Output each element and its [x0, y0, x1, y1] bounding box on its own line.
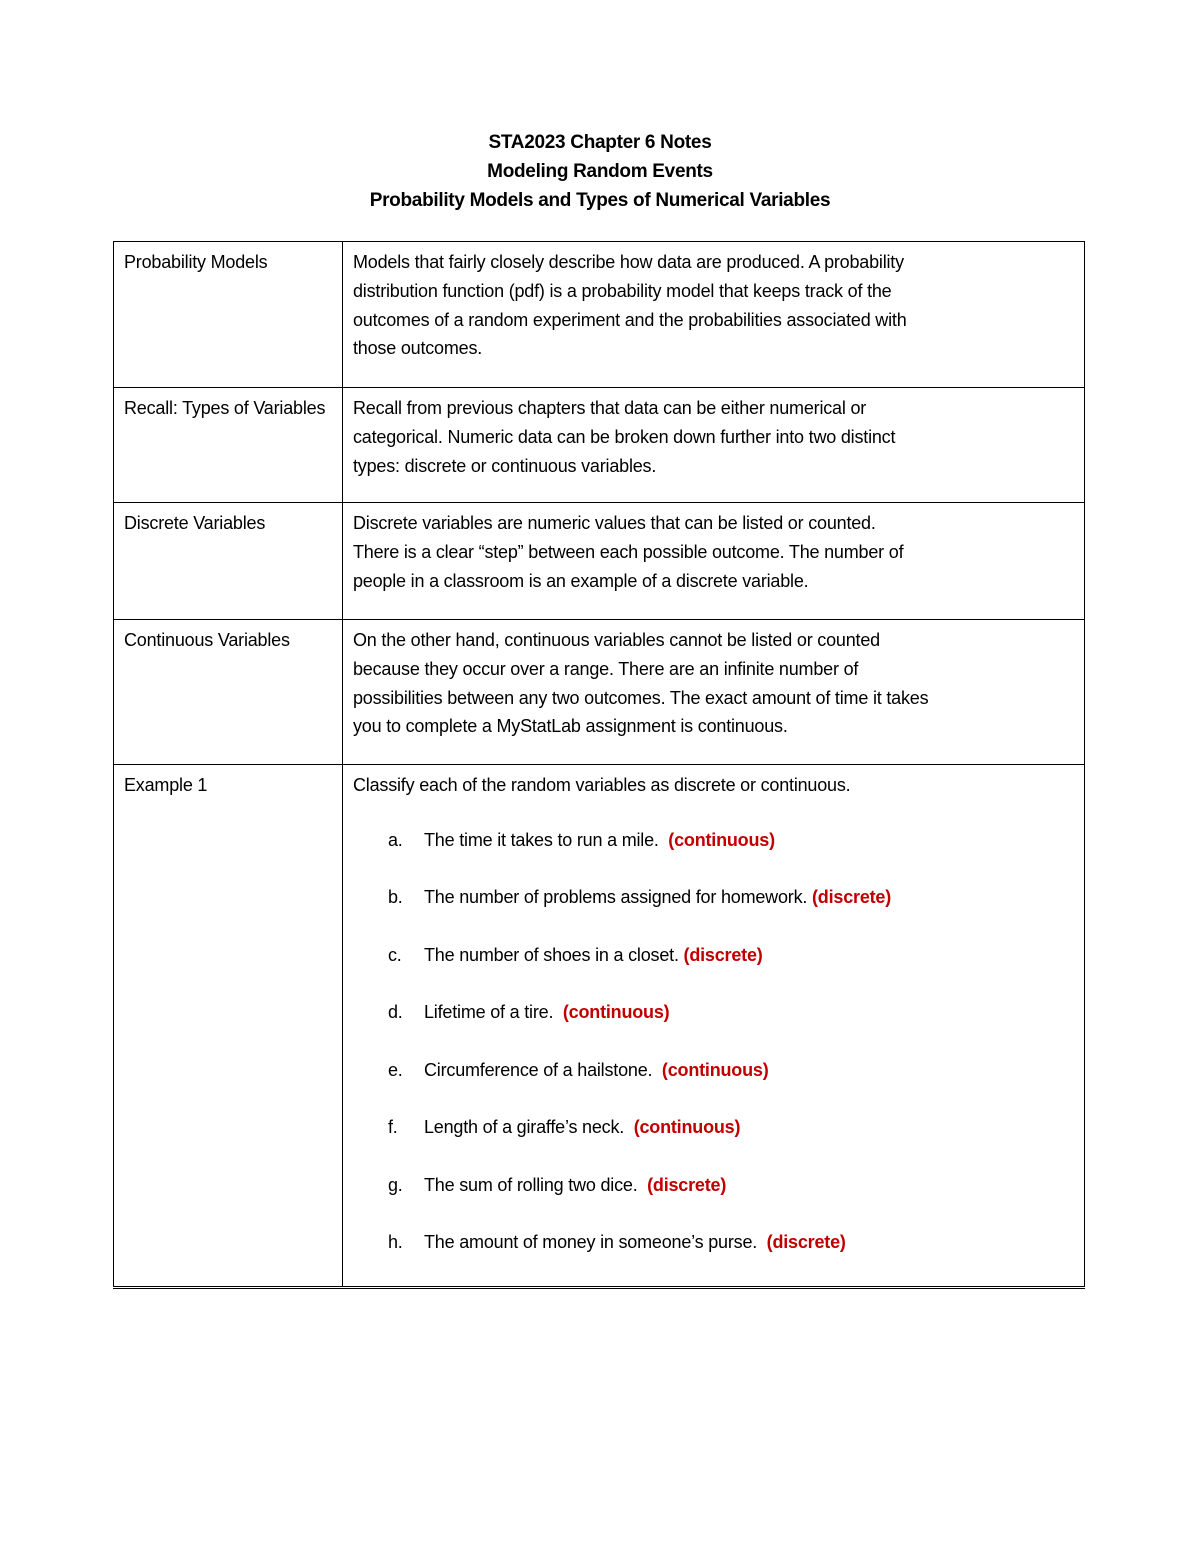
definition-line: There is a clear “step” between each possible outcome. The number of — [353, 541, 904, 562]
answer-label: (discrete) — [647, 1174, 727, 1195]
title-line-topic: Probability Models and Types of Numerical Variables — [369, 190, 831, 211]
document-title — [0, 128, 1200, 215]
list-marker: h. — [388, 1232, 403, 1253]
list-marker: a. — [388, 829, 403, 850]
term-cell — [114, 242, 343, 388]
list-item — [353, 1113, 1074, 1171]
item-text: Lifetime of a tire. — [424, 1002, 563, 1023]
title-line-course: STA2023 Chapter 6 Notes — [488, 132, 712, 153]
item-text: Circumference of a hailstone. — [424, 1059, 662, 1080]
answer-label: (discrete) — [683, 944, 763, 965]
answer-label: (continuous) — [668, 829, 775, 850]
item-text: The number of problems assigned for homework. — [424, 887, 812, 908]
list-item — [353, 998, 1074, 1056]
definition-line: Models that fairly closely describe how data are produced. A probability — [353, 252, 904, 272]
list-marker: d. — [388, 1002, 403, 1023]
term-label: Probability Models — [124, 252, 268, 272]
table-row-discrete-variables — [114, 503, 1085, 620]
definition-cell — [343, 765, 1085, 1288]
title-line-chapter: Modeling Random Events — [487, 161, 713, 182]
definition-line: On the other hand, continuous variables cannot be listed or counted — [353, 630, 880, 650]
definition-cell — [343, 620, 1085, 765]
answer-label: (continuous) — [562, 1002, 670, 1023]
term-cell — [114, 765, 343, 1288]
item-text: The sum of rolling two dice. — [424, 1174, 648, 1195]
term-cell — [114, 388, 343, 503]
table-row-continuous-variables — [114, 620, 1085, 765]
list-marker: b. — [388, 887, 403, 908]
item-text: The number of shoes in a closet. — [424, 944, 684, 965]
term-cell — [114, 620, 343, 765]
list-item — [353, 941, 1074, 999]
definition-line: types: discrete or continuous variables. — [353, 455, 657, 476]
answer-label: (discrete) — [812, 887, 892, 908]
definition-cell — [343, 242, 1085, 388]
list-item — [353, 883, 1074, 941]
definition-line: outcomes of a random experiment and the probabilities associated with — [353, 309, 907, 330]
answer-label: (discrete) — [766, 1232, 846, 1253]
example-prompt: Classify each of the random variables as discrete or continuous. — [353, 775, 851, 795]
list-marker: c. — [388, 944, 402, 965]
item-text: The time it takes to run a mile. — [424, 829, 669, 850]
definition-line: people in a classroom is an example of a discrete variable. — [353, 570, 809, 591]
term-cell — [114, 503, 343, 620]
list-item — [353, 1171, 1074, 1229]
table-row-recall-types — [114, 388, 1085, 503]
item-text: The amount of money in someone’s purse. — [424, 1232, 767, 1253]
definition-line: Recall from previous chapters that data can be either numerical or — [353, 398, 867, 418]
list-item — [353, 1228, 1074, 1286]
item-text: Length of a giraffe’s neck. — [424, 1117, 634, 1138]
definition-line: because they occur over a range. There are an infinite number of — [353, 658, 859, 679]
definition-line: possibilities between any two outcomes. The exact amount of time it takes — [353, 687, 929, 708]
term-label: Discrete Variables — [124, 513, 266, 533]
answer-label: (continuous) — [661, 1059, 769, 1080]
definition-cell — [343, 388, 1085, 503]
list-marker: g. — [388, 1174, 403, 1195]
definition-line: distribution function (pdf) is a probability model that keeps track of the — [353, 280, 892, 301]
term-label: Continuous Variables — [124, 630, 290, 650]
definition-line: those outcomes. — [353, 338, 483, 359]
list-marker: f. — [388, 1117, 398, 1138]
definition-line: categorical. Numeric data can be broken down further into two distinct — [353, 426, 896, 447]
term-label: Example 1 — [124, 775, 208, 795]
table-row-example-1 — [114, 765, 1085, 1288]
notes-table — [113, 241, 1085, 1289]
definition-cell — [343, 503, 1085, 620]
list-item — [353, 826, 1074, 884]
answer-label: (continuous) — [633, 1117, 741, 1138]
definition-line: Discrete variables are numeric values that can be listed or counted. — [353, 513, 876, 533]
table-row-probability-models — [114, 242, 1085, 388]
list-marker: e. — [388, 1059, 403, 1080]
term-label: Recall: Types of Variables — [124, 398, 326, 418]
definition-line: you to complete a MyStatLab assignment is continuous. — [353, 716, 788, 737]
list-item — [353, 1056, 1074, 1114]
example-list — [353, 826, 1074, 1286]
